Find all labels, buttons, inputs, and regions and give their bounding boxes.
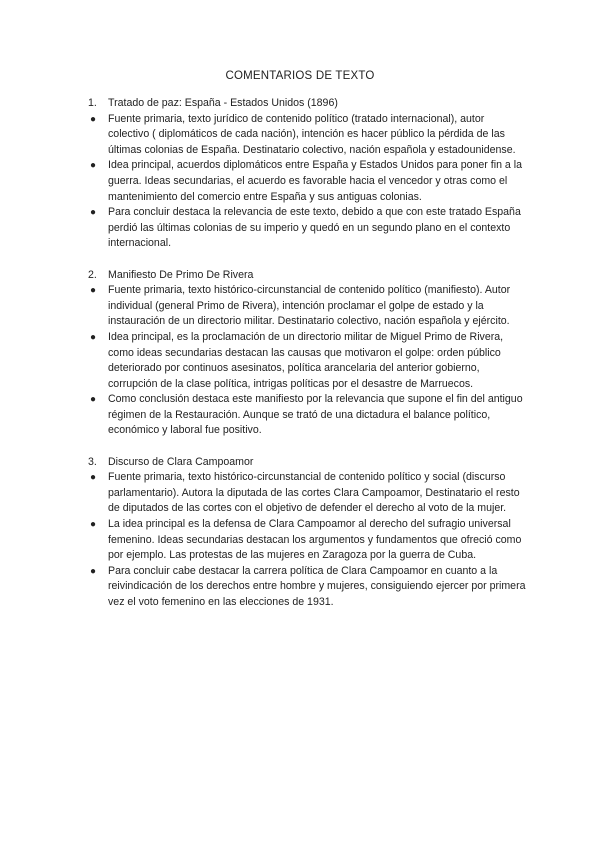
section-heading xyxy=(88,96,528,112)
section-title: Manifiesto De Primo De Rivera xyxy=(108,268,254,281)
list-item xyxy=(88,205,528,252)
section-heading xyxy=(88,268,528,284)
section-number: 1. xyxy=(88,97,97,109)
bullet-icon: ● xyxy=(90,207,97,219)
list-item-text: Para concluir destaca la relevancia de este texto, debido a que con este tratado España perdió las últimas colonias de su imperio y quedó en un segundo plano en el contexto internacional. xyxy=(108,206,521,250)
list-item xyxy=(88,112,528,159)
section-number: 3. xyxy=(88,455,97,468)
bullet-list xyxy=(88,283,528,439)
list-item xyxy=(88,564,528,611)
document-title: COMENTARIOS DE TEXTO xyxy=(225,70,375,82)
list-item-text: Idea principal, acuerdos diplomáticos entre España y Estados Unidos para poner fin a la guerra. Ideas secundarias, el acuerdo es favorable hacia el vencedor y otras como el mantenimiento del comercio entre España y sus antiguas colonias. xyxy=(108,159,522,203)
list-item xyxy=(88,158,528,205)
document-body xyxy=(88,96,528,626)
list-item-text: La idea principal es la defensa de Clara Campoamor al derecho del sufragio universal femenino. Ideas secundarias destacan los argumentos y fundamentos que ofreció como por ejemplo. Las protestas de las mujeres en Zaragoza por la guerra de Cuba. xyxy=(108,518,522,562)
list-item xyxy=(88,470,528,517)
bullet-icon: ● xyxy=(90,565,97,577)
section-number: 2. xyxy=(88,268,97,281)
list-item xyxy=(88,517,528,564)
section-heading xyxy=(88,455,528,471)
list-item-text: Idea principal, es la proclamación de un directorio militar de Miguel Primo de Rivera, como ideas secundarias destacan las causas que motivaron el golpe: orden público deteriorado por continuos asesinatos, política arancelaria del anterior gobierno, corrupción de la clase política, intrigas políticas por el desastre de Marruecos. xyxy=(108,330,504,390)
bullet-icon: ● xyxy=(90,331,97,343)
bullet-icon: ● xyxy=(90,285,97,297)
list-item-text: Como conclusión destaca este manifiesto por la relevancia que supone el fin del antiguo régimen de la Restauración. Aunque se trató de una dictadura el balance político, económico y laboral fue positivo. xyxy=(108,393,523,437)
section-title: Discurso de Clara Campoamor xyxy=(108,455,254,468)
list-item-text: Para concluir cabe destacar la carrera política de Clara Campoamor en cuanto a la reivindicación de los derechos entre hombre y mujeres, consiguiendo ejercer por primera vez el voto femenino en las elecciones de 1931. xyxy=(108,564,526,608)
list-item-text: Fuente primaria, texto histórico-circunstancial de contenido político (manifiesto). Autor individual (general Primo de Rivera), intención proclamar el golpe de estado y la instauración de un directorio militar. Destinatario colectivo, nación española y ejército. xyxy=(108,284,511,328)
list-item xyxy=(88,330,528,392)
bullet-icon: ● xyxy=(90,113,97,125)
section-tratado-de-paz xyxy=(88,96,528,252)
list-item-text: Fuente primaria, texto jurídico de contenido político (tratado internacional), autor colectivo ( diplomáticos de cada nación), intención es hacer público la pérdida de las últimas colonias de España. Destinatario colectivo, nación española y estadounidense. xyxy=(108,112,516,156)
list-item xyxy=(88,392,528,439)
section-title: Tratado de paz: España - Estados Unidos (1896) xyxy=(108,97,338,109)
bullet-list xyxy=(88,470,528,610)
bullet-icon: ● xyxy=(90,519,97,531)
section-manifiesto-primo-de-rivera xyxy=(88,268,528,440)
list-item xyxy=(88,283,528,330)
bullet-list xyxy=(88,112,528,252)
bullet-icon: ● xyxy=(90,472,97,484)
list-item-text: Fuente primaria, texto histórico-circunstancial de contenido político y social (discurso parlamentario). Autora la diputada de las cortes Clara Campoamor, Destinatario el resto de diputados de las cortes con el objetivo de defender el derecho al voto de la mujer. xyxy=(108,471,520,515)
bullet-icon: ● xyxy=(90,394,97,406)
bullet-icon: ● xyxy=(90,160,97,172)
section-discurso-clara-campoamor xyxy=(88,455,528,611)
